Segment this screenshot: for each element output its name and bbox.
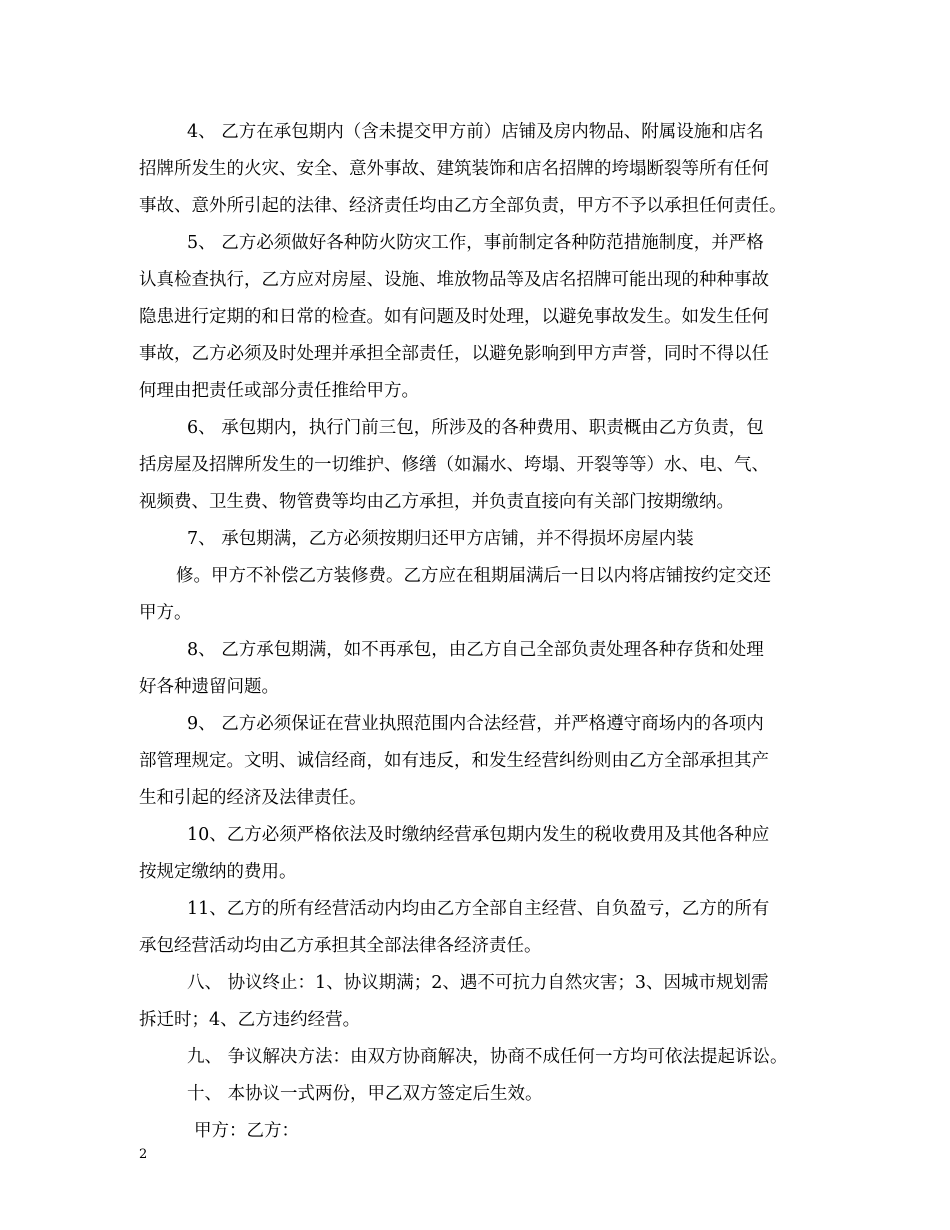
- text-line: 好各种遗留问题。: [139, 677, 279, 697]
- text-line: 事故、意外所引起的法律、经济责任均由乙方全部负责，甲方不予以承担任何责任。: [139, 196, 787, 216]
- text-line: 4、 乙方在承包期内（含未提交甲方前）店铺及房内物品、附属设施和店名: [187, 122, 764, 142]
- text-line: 招牌所发生的火灾、安全、意外事故、建筑装饰和店名招牌的垮塌断裂等所有任何: [139, 159, 769, 179]
- text-line: 视频费、卫生费、物管费等均由乙方承担，并负责直接向有关部门按期缴纳。: [139, 492, 734, 512]
- text-line: 9、 乙方必须保证在营业执照范围内合法经营，并严格遵守商场内的各项内: [187, 714, 764, 734]
- text-line: 何理由把责任或部分责任推给甲方。: [139, 381, 419, 401]
- page-number: 2: [139, 1147, 148, 1162]
- text-line: 认真检查执行，乙方应对房屋、设施、堆放物品等及店名招牌可能出现的种种事故: [139, 270, 769, 290]
- text-line: 10、乙方必须严格依法及时缴纳经营承包期内发生的税收费用及其他各种应: [187, 825, 770, 845]
- text-line: 隐患进行定期的和日常的检查。如有问题及时处理，以避免事故发生。如发生任何: [139, 307, 769, 327]
- text-line: 九、 争议解决方法：由双方协商解决，协商不成任何一方均可依法提起诉讼。: [187, 1047, 788, 1067]
- text-line: 按规定缴纳的费用。: [139, 862, 297, 882]
- text-line: 括房屋及招牌所发生的一切维护、修缮（如漏水、垮塌、开裂等等）水、电、气、: [139, 455, 769, 475]
- text-line: 11、乙方的所有经营活动内均由乙方全部自主经营、自负盈亏，乙方的所有: [187, 899, 770, 919]
- text-line: 十、 本协议一式两份，甲乙双方签定后生效。: [187, 1084, 543, 1104]
- text-line: 8、 乙方承包期满，如不再承包，由乙方自己全部负责处理各种存货和处理: [187, 640, 764, 660]
- text-line: 部管理规定。文明、诚信经商，如有违反，和发生经营纠纷则由乙方全部承担其产: [139, 751, 769, 771]
- text-line: 5、 乙方必须做好各种防火防灾工作，事前制定各种防范措施制度，并严格: [187, 233, 764, 253]
- text-line: 7、 承包期满，乙方必须按期归还甲方店铺，并不得损坏房屋内装: [187, 529, 694, 549]
- text-line: 生和引起的经济及法律责任。: [139, 788, 367, 808]
- signature-line: 甲方：乙方：: [194, 1121, 299, 1141]
- text-line: 承包经营活动均由乙方承担其全部法律各经济责任。: [139, 936, 542, 956]
- text-line: 甲方。: [139, 603, 192, 623]
- text-line: 修。甲方不补偿乙方装修费。乙方应在租期届满后一日以内将店铺按约定交还: [176, 566, 771, 586]
- text-line: 八、 协议终止：1、协议期满；2、遇不可抗力自然灾害；3、因城市规划需: [187, 973, 769, 993]
- text-line: 拆迁时；4、乙方违约经营。: [139, 1010, 361, 1030]
- text-line: 事故，乙方必须及时处理并承担全部责任，以避免影响到甲方声誉，同时不得以任: [139, 344, 769, 364]
- text-line: 6、 承包期内，执行门前三包，所涉及的各种费用、职责概由乙方负责，包: [187, 418, 764, 438]
